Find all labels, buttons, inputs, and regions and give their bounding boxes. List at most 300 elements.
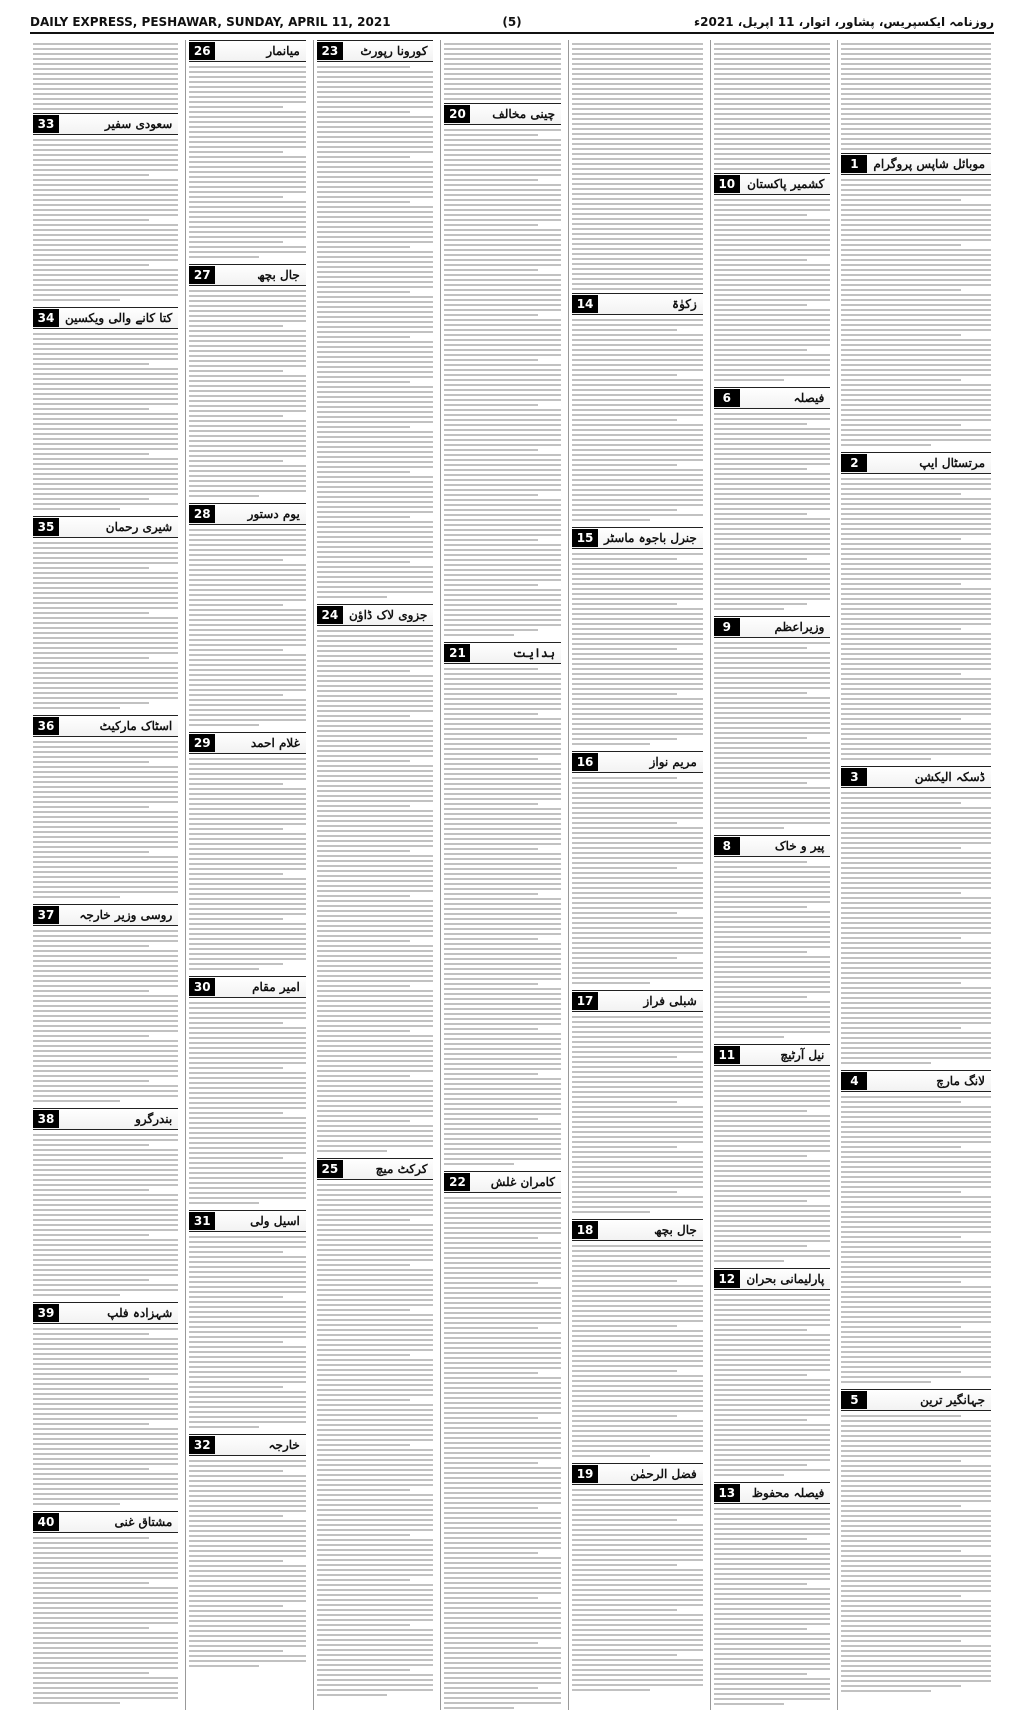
text-line [317, 645, 434, 647]
text-line [317, 855, 434, 857]
text-line [572, 1305, 703, 1307]
text-line [189, 475, 306, 477]
text-line [572, 158, 703, 160]
text-line [189, 435, 306, 437]
text-line [317, 1599, 434, 1601]
text-line [714, 1185, 831, 1187]
news-item-header [189, 503, 306, 525]
text-line [572, 1450, 703, 1452]
text-line [714, 1553, 831, 1555]
text-line [841, 558, 991, 560]
text-line [33, 751, 178, 753]
text-line [33, 93, 178, 95]
text-line [33, 876, 178, 878]
text-line [317, 1334, 434, 1336]
text-line [714, 702, 831, 704]
text-line [33, 567, 149, 569]
text-line [189, 1416, 306, 1418]
text-line [444, 169, 561, 171]
text-line [189, 1605, 282, 1607]
text-line [841, 852, 991, 854]
text-line [841, 234, 991, 236]
text-line [189, 848, 306, 850]
text-line [189, 838, 306, 840]
text-line [189, 1560, 282, 1562]
text-line [33, 1005, 178, 1007]
text-line [317, 800, 434, 802]
text-line [317, 1364, 434, 1366]
text-line [317, 1224, 434, 1226]
text-line [841, 1096, 991, 1098]
text-line [841, 1196, 991, 1198]
text-line [572, 877, 703, 879]
text-line [841, 698, 991, 700]
text-line [189, 614, 306, 616]
text-line [189, 639, 306, 641]
text-line [841, 43, 991, 45]
text-line [714, 443, 831, 445]
text-line [841, 588, 991, 590]
text-line [714, 448, 831, 450]
text-line [841, 359, 991, 361]
text-line [572, 1161, 703, 1163]
text-line [841, 1430, 991, 1432]
text-line [317, 1140, 434, 1142]
news-item-body [33, 1134, 178, 1296]
text-line [317, 950, 434, 952]
text-line [317, 246, 410, 248]
text-line [33, 1562, 178, 1564]
text-line [841, 1027, 961, 1029]
text-line [444, 374, 561, 376]
text-line [444, 763, 561, 765]
text-line [189, 131, 306, 133]
text-line [317, 1639, 434, 1641]
text-line [189, 1241, 306, 1243]
text-line [317, 1010, 434, 1012]
text-line [33, 1264, 178, 1266]
text-line [444, 1422, 561, 1424]
text-line [33, 836, 178, 838]
text-line [189, 315, 306, 317]
text-line [189, 450, 306, 452]
text-line [444, 78, 561, 80]
text-line [33, 139, 178, 141]
text-line [33, 831, 178, 833]
lead-text [33, 43, 178, 110]
news-item-header [444, 103, 561, 125]
text-line [317, 735, 434, 737]
text-line [33, 224, 178, 226]
text-line [317, 970, 434, 972]
news-item-header [189, 1210, 306, 1232]
text-line [714, 827, 784, 829]
text-line [317, 451, 434, 453]
text-line [317, 296, 434, 298]
text-line [317, 116, 434, 118]
text-line [714, 598, 831, 600]
text-line [317, 1529, 434, 1531]
text-line [444, 1282, 537, 1284]
text-line [841, 753, 991, 755]
text-line [317, 106, 434, 108]
text-line [33, 647, 178, 649]
text-line [189, 724, 259, 726]
text-line [572, 1584, 703, 1586]
text-line [444, 344, 561, 346]
text-line [714, 88, 831, 90]
text-line [714, 861, 807, 863]
text-line [189, 644, 306, 646]
text-line [572, 1300, 703, 1302]
text-line [189, 1187, 306, 1189]
text-line [317, 1494, 434, 1496]
text-line [317, 586, 434, 588]
text-line [841, 1037, 991, 1039]
text-line [444, 683, 561, 685]
text-line [317, 870, 434, 872]
text-line [189, 539, 306, 541]
text-line [33, 1139, 178, 1141]
text-line [444, 1587, 561, 1589]
text-line [189, 1490, 306, 1492]
text-line [317, 1359, 434, 1361]
text-line [841, 299, 991, 301]
news-item [189, 40, 306, 258]
text-line [714, 603, 807, 605]
news-item [841, 452, 991, 760]
text-line [714, 1220, 831, 1222]
text-line [33, 1542, 178, 1544]
text-line [317, 820, 434, 822]
text-line [714, 354, 831, 356]
text-line [444, 349, 561, 351]
text-line [189, 863, 306, 865]
text-line [33, 861, 178, 863]
text-line [317, 1399, 410, 1401]
news-item-number: 4 [841, 1072, 867, 1090]
text-line [189, 1590, 306, 1592]
text-line [444, 1412, 561, 1414]
text-line [317, 1189, 434, 1191]
text-line [841, 1286, 991, 1288]
text-line [841, 93, 991, 95]
text-line [317, 1075, 410, 1077]
text-line [317, 1354, 410, 1356]
text-line [444, 284, 561, 286]
text-line [572, 1569, 703, 1571]
text-line [317, 1674, 434, 1676]
text-line [444, 204, 561, 206]
text-line [33, 1468, 149, 1470]
text-line [572, 1171, 703, 1173]
text-line [714, 334, 831, 336]
text-line [572, 822, 677, 824]
text-line [572, 419, 677, 421]
text-line [841, 143, 991, 145]
text-line [33, 985, 178, 987]
text-line [33, 503, 178, 505]
news-item [714, 173, 831, 381]
text-line [572, 238, 703, 240]
text-line [33, 1080, 149, 1082]
text-line [572, 882, 703, 884]
text-line [317, 466, 434, 468]
text-line [572, 1096, 703, 1098]
news-item-body [444, 1197, 561, 1709]
text-line [317, 1045, 434, 1047]
text-line [714, 946, 831, 948]
text-line [714, 498, 831, 500]
text-line [33, 562, 178, 564]
text-line [317, 306, 434, 308]
text-line [317, 1544, 434, 1546]
text-line [714, 1090, 831, 1092]
news-item-title: ڈسکہ الیکشن [914, 770, 985, 784]
text-line [572, 1250, 703, 1252]
text-line [841, 548, 991, 550]
text-line [841, 952, 991, 954]
text-line [714, 657, 831, 659]
text-line [572, 1106, 703, 1108]
text-line [841, 1191, 961, 1193]
text-line [714, 717, 831, 719]
text-line [841, 384, 991, 386]
text-line [189, 1042, 306, 1044]
text-line [714, 951, 807, 953]
news-item-body [572, 1016, 703, 1213]
text-line [572, 469, 703, 471]
text-line [714, 886, 831, 888]
text-line [841, 523, 991, 525]
text-line [317, 1199, 434, 1201]
text-line [841, 319, 991, 321]
text-line [33, 264, 149, 266]
text-line [444, 389, 561, 391]
text-line [33, 1403, 178, 1405]
news-item-number: 35 [33, 518, 59, 536]
text-line [33, 940, 178, 942]
text-line [33, 1587, 178, 1589]
text-line [444, 459, 561, 461]
text-line [33, 1194, 178, 1196]
text-line [189, 415, 282, 417]
text-line [317, 1554, 434, 1556]
text-line [189, 963, 282, 965]
text-line [444, 88, 561, 90]
text-line [444, 738, 561, 740]
text-line [189, 679, 306, 681]
text-line [317, 1145, 434, 1147]
text-line [572, 1370, 677, 1372]
text-line [572, 568, 703, 570]
text-line [33, 1095, 178, 1097]
text-line [714, 1115, 831, 1117]
text-line [444, 958, 561, 960]
text-line [317, 581, 434, 583]
text-line [189, 888, 306, 890]
text-line [714, 1543, 831, 1545]
text-line [444, 1567, 561, 1569]
text-line [317, 401, 434, 403]
text-line [33, 1378, 149, 1380]
text-line [33, 960, 178, 962]
text-line [444, 813, 561, 815]
text-line [33, 1547, 178, 1549]
text-line [444, 409, 561, 411]
text-line [33, 363, 149, 365]
news-item-number: 14 [572, 295, 598, 313]
text-line [841, 877, 991, 879]
text-line [572, 713, 703, 715]
text-line [189, 181, 306, 183]
news-column [837, 40, 994, 1710]
text-line [317, 940, 410, 942]
text-line [444, 309, 561, 311]
text-line [33, 1572, 178, 1574]
text-line [572, 143, 703, 145]
news-item-number: 10 [714, 175, 740, 193]
text-line [841, 1351, 991, 1353]
text-line [33, 756, 178, 758]
text-line [33, 418, 178, 420]
text-line [444, 808, 561, 810]
text-line [317, 1569, 434, 1571]
text-line [317, 835, 434, 837]
text-line [317, 1519, 434, 1521]
text-line [841, 837, 991, 839]
text-line [33, 1259, 178, 1261]
text-line [841, 344, 991, 346]
text-line [714, 78, 831, 80]
text-line [33, 587, 178, 589]
text-line [572, 967, 703, 969]
text-line [714, 672, 831, 674]
text-line [714, 1399, 831, 1401]
news-item-number: 11 [714, 1046, 740, 1064]
text-line [444, 68, 561, 70]
text-line [444, 1307, 561, 1309]
text-line [317, 191, 434, 193]
text-line [33, 43, 178, 45]
text-line [33, 766, 178, 768]
text-line [189, 773, 306, 775]
text-line [317, 161, 434, 163]
text-line [714, 299, 831, 301]
text-line [444, 1382, 561, 1384]
text-line [317, 1659, 434, 1661]
text-line [714, 329, 831, 331]
text-line [841, 1226, 991, 1228]
text-line [841, 1266, 991, 1268]
text-line [317, 436, 434, 438]
text-line [444, 1527, 561, 1529]
news-item-title: کتا کانے والی ویکسین [64, 311, 173, 325]
text-line [841, 1625, 991, 1627]
text-line [841, 1176, 991, 1178]
text-line [714, 1568, 831, 1570]
text-line [189, 305, 306, 307]
text-line [572, 802, 703, 804]
text-line [841, 404, 991, 406]
text-line [189, 71, 306, 73]
text-line [189, 480, 306, 482]
text-line [572, 603, 677, 605]
text-line [841, 1635, 991, 1637]
text-line [841, 882, 991, 884]
text-line [841, 339, 991, 341]
text-line [714, 777, 831, 779]
text-line [317, 740, 434, 742]
news-item [189, 503, 306, 726]
text-line [444, 624, 561, 626]
text-line [841, 932, 991, 934]
text-line [33, 1224, 178, 1226]
text-line [444, 1397, 561, 1399]
text-line [572, 1405, 703, 1407]
text-line [841, 917, 991, 919]
text-line [714, 1026, 831, 1028]
text-line [444, 569, 561, 571]
text-line [841, 1231, 991, 1233]
text-line [444, 828, 561, 830]
news-item-body [33, 741, 178, 898]
text-line [841, 1445, 991, 1447]
news-item [33, 715, 178, 898]
text-line [444, 244, 561, 246]
text-line [189, 66, 306, 68]
text-line [317, 845, 434, 847]
text-line [841, 812, 991, 814]
text-line [714, 692, 807, 694]
text-line [572, 588, 703, 590]
text-line [317, 960, 434, 962]
text-line [444, 369, 561, 371]
text-line [33, 891, 178, 893]
text-line [444, 1267, 561, 1269]
text-line [189, 1052, 306, 1054]
text-line [444, 414, 561, 416]
text-line [444, 1247, 561, 1249]
text-line [317, 126, 434, 128]
text-line [33, 1592, 178, 1594]
news-item-number: 23 [317, 42, 343, 60]
text-line [714, 294, 831, 296]
text-line [841, 1321, 991, 1323]
text-line [317, 521, 434, 523]
text-line [317, 1469, 434, 1471]
text-line [189, 1177, 306, 1179]
text-line [572, 1186, 703, 1188]
text-line [444, 693, 561, 695]
text-line [317, 1479, 434, 1481]
text-line [714, 1688, 831, 1690]
text-line [189, 719, 306, 721]
text-line [444, 1537, 561, 1539]
text-line [444, 1133, 561, 1135]
text-line [841, 1665, 991, 1667]
text-line [444, 1677, 561, 1679]
text-line [189, 176, 306, 178]
text-line [841, 887, 991, 889]
text-line [572, 1679, 703, 1681]
text-line [317, 730, 434, 732]
news-item [33, 113, 178, 301]
text-line [572, 1430, 703, 1432]
text-line [33, 483, 178, 485]
text-line [33, 219, 149, 221]
text-line [444, 1038, 561, 1040]
